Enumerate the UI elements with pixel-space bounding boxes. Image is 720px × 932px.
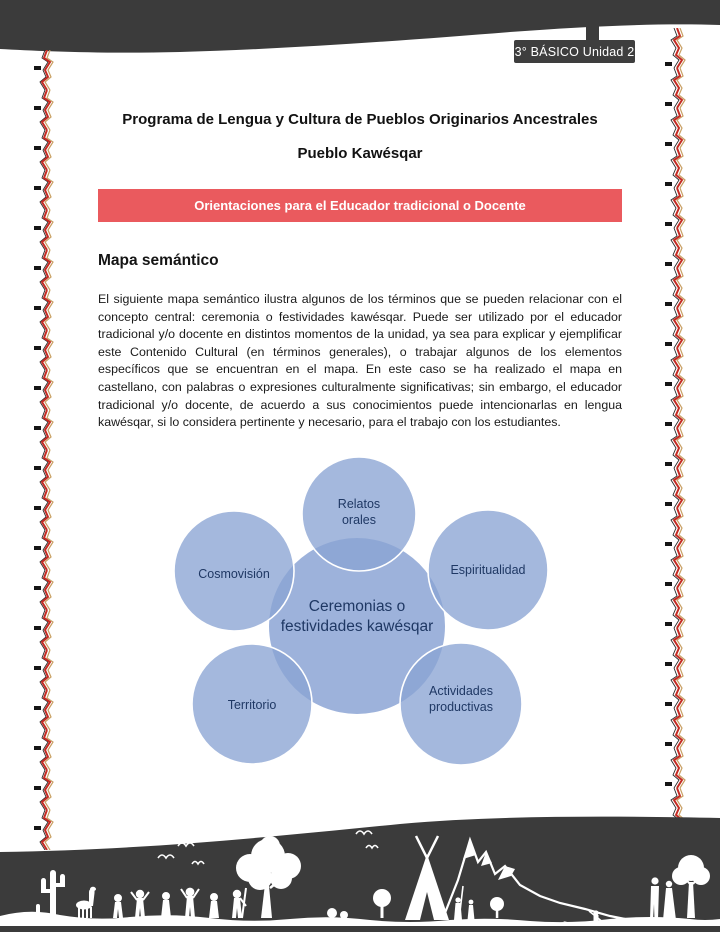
footer-wave-shape	[0, 817, 720, 932]
unit-badge-label: 3° BÁSICO Unidad 2	[514, 44, 635, 59]
section-heading: Mapa semántico	[98, 252, 219, 269]
node-label-territorio: Territorio	[227, 698, 277, 712]
section-banner-label: Orientaciones para el Educador tradicional o Docente	[194, 198, 526, 213]
document-title: Programa de Lengua y Cultura de Pueblos Originarios Ancestrales	[122, 111, 598, 128]
unit-badge	[514, 40, 635, 63]
intro-paragraph: El siguiente mapa semántico ilustra algunos de los términos que se pueden relacionar con el concepto central: ceremonia o festividades kawésqar. Puede ser utilizado por el educador tradicional y/o docente en distintos momentos de la unidad, ya sea para explicar y ejemplificar este Contenido Cultural (en términos generales), o trabajar algunos de los elementos específicos que se encuentran en el mapa. En este caso se ha realizado el mapa en castellano, con palabras o expresiones culturalmente significativas; sin embargo, el educador tradicional y/o docente, de acuerdo a sus conocimientos puede intencionarlas en lengua kawésqar, si lo considera pertinente y necesario, para el trabajo con los estudiantes.	[98, 292, 622, 430]
node-label-actividades-productivas: Actividades productivas	[429, 684, 493, 714]
section-banner	[98, 189, 622, 222]
node-label-espiritualidad: Espiritualidad	[450, 563, 526, 577]
bush-icon	[327, 908, 337, 918]
center-node-label: Ceremonias o festividades kawésqar	[280, 598, 434, 635]
node-label-cosmovision: Cosmovisión	[198, 567, 270, 581]
footer-silhouette-art	[0, 812, 720, 932]
node-label-relatos-orales: Relatos orales	[337, 497, 381, 527]
document-subtitle: Pueblo Kawésqar	[297, 145, 423, 162]
bush-icon	[340, 911, 348, 919]
